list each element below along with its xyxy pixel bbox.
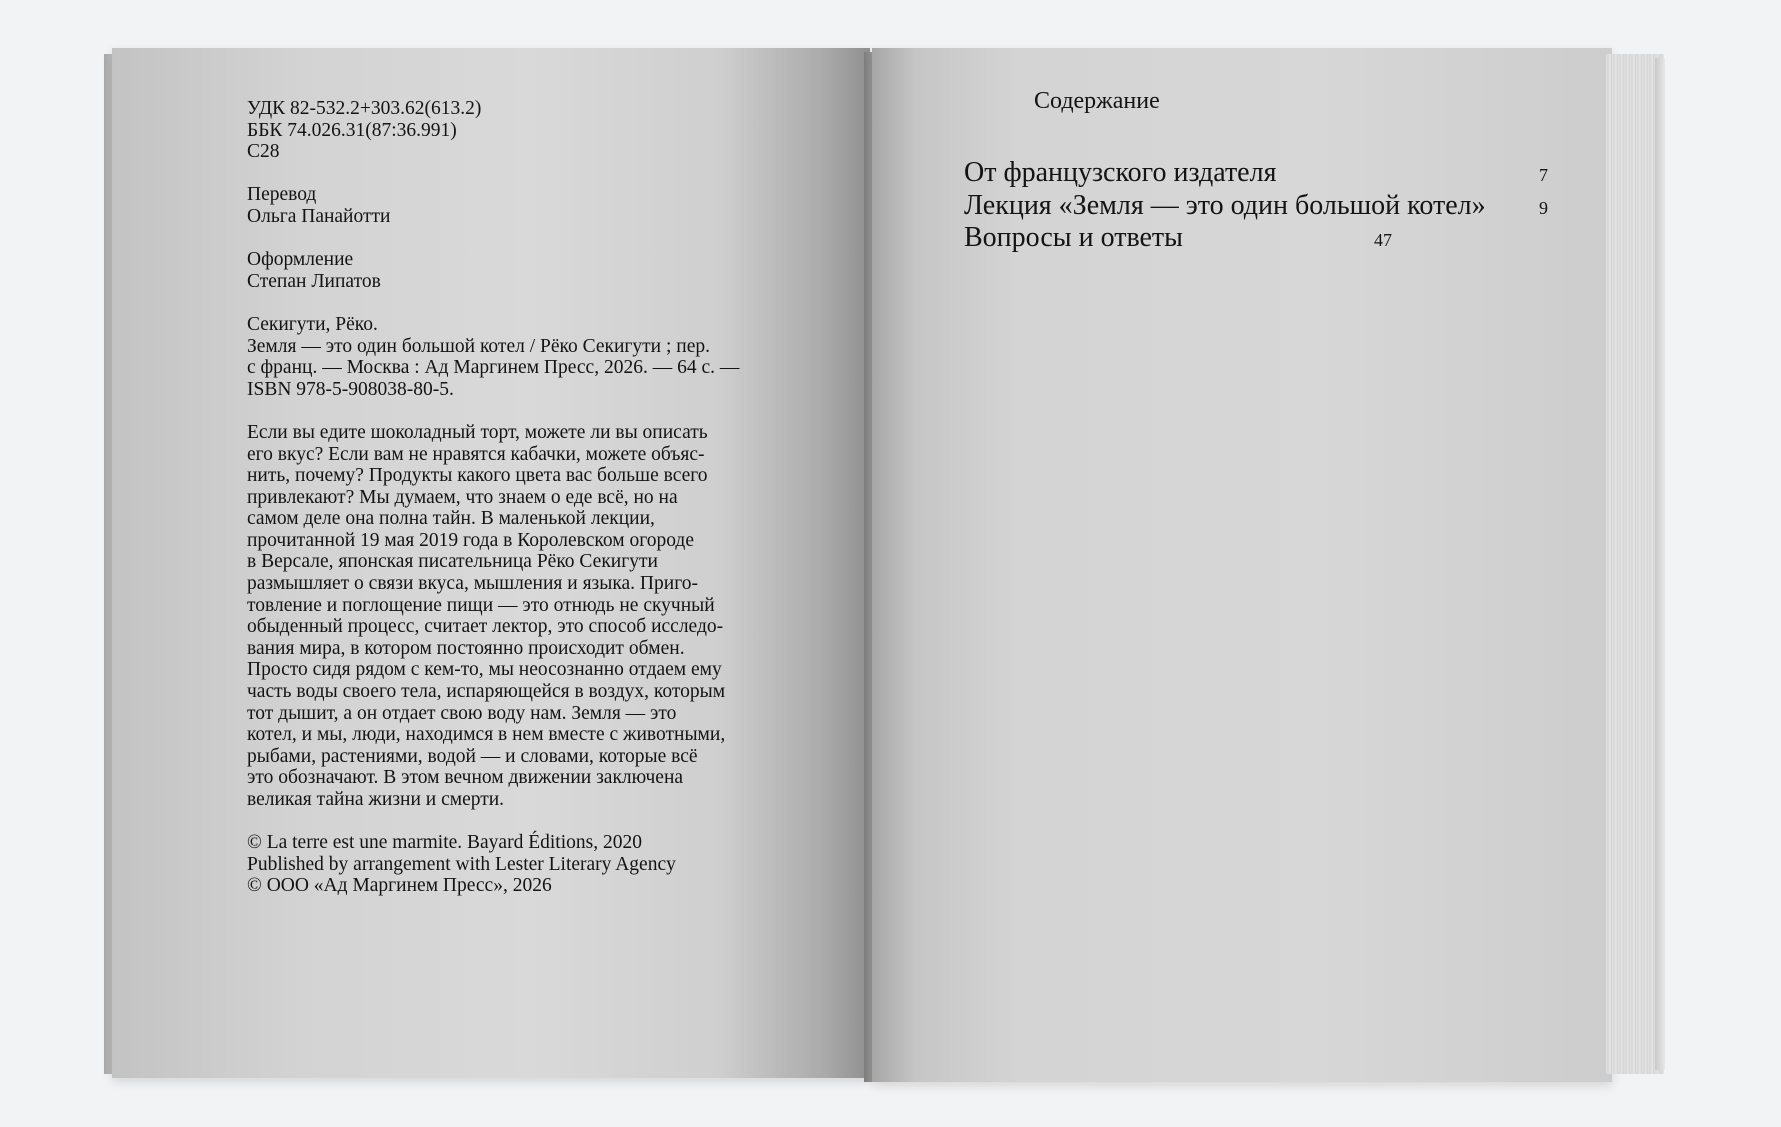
author-sign: С28 — [247, 141, 280, 163]
bib-line: ISBN 978-5-908038-80-5. — [247, 378, 454, 400]
udk-code: УДК 82-532.2+303.62(613.2) — [247, 98, 482, 119]
design-label: Оформление — [247, 249, 354, 271]
annotation-line: нить, почему? Продукты какого цвета вас больше всего — [247, 465, 708, 487]
contents-heading: Содержание — [1034, 88, 1160, 114]
annotation-line: размышляет о связи вкуса, мышления и языка. Приго- — [247, 573, 698, 595]
annotation-paragraph — [247, 422, 787, 811]
translation-credit — [247, 184, 787, 227]
toc-entry-title: Вопросы и ответы — [964, 222, 1183, 253]
toc-entry — [964, 156, 1548, 190]
annotation-line: Если вы едите шоколадный торт, можете ли вы описать — [247, 421, 708, 443]
annotation-line: в Версале, японская писательница Рёко Секигути — [247, 551, 658, 573]
annotation-line: Просто сидя рядом с кем-то, мы неосознанно отдаем ему — [247, 659, 722, 681]
annotation-line: самом деле она полна тайн. В маленькой лекции, — [247, 508, 655, 530]
imprint-page-text — [247, 98, 787, 897]
annotation-line: товление и поглощение пищи — это отнюдь не скучный — [247, 594, 715, 616]
copyright-line: © ООО «Ад Маргинем Пресс», 2026 — [247, 875, 552, 897]
toc-entry-page: 9 — [1539, 198, 1548, 218]
annotation-line: великая тайна жизни и смерти. — [247, 789, 505, 810]
toc-entry-page: 7 — [1539, 165, 1548, 185]
toc-entry-title: От французского издателя — [964, 157, 1277, 188]
copyright-block — [247, 832, 787, 897]
annotation-line: обыденный процесс, считает лектор, это способ исследо- — [247, 616, 724, 638]
design-credit — [247, 249, 787, 292]
bib-line: Секигути, Рёко. — [247, 313, 378, 335]
right-page-stack-shadow — [1655, 58, 1665, 1070]
copyright-line: © La terre est une marmite. Bayard Éditions, 2020 — [247, 832, 642, 854]
annotation-line: это обозначают. В этом вечном движении заключена — [247, 767, 684, 789]
copyright-line: Published by arrangement with Lester Literary Agency — [247, 853, 676, 875]
toc-entry-title: Лекция «Земля — это один большой котел» — [964, 190, 1486, 221]
annotation-line: вания мира, в котором постоянно происходит обмен. — [247, 637, 685, 659]
toc-entry — [964, 189, 1548, 223]
annotation-line: прочитанной 19 мая 2019 года в Королевском огороде — [247, 529, 694, 551]
bbk-code: ББК 74.026.31(87:36.991) — [247, 119, 457, 141]
annotation-line: рыбами, растениями, водой — и словами, которые всё — [247, 745, 698, 767]
classification-block — [247, 98, 787, 163]
bib-line: с франц. — Москва : Ад Маргинем Пресс, 2026. — 64 с. — — [247, 357, 740, 379]
translator-name: Ольга Панайотти — [247, 205, 391, 227]
bibliographic-record — [247, 314, 787, 400]
annotation-line: привлекают? Мы думаем, что знаем о еде всё, но на — [247, 486, 678, 508]
bib-line: Земля — это один большой котел / Рёко Секигути ; пер. — [247, 335, 711, 357]
annotation-line: тот дышит, а он отдает свою воду нам. Земля — это — [247, 702, 677, 724]
translation-label: Перевод — [247, 184, 317, 206]
annotation-line: его вкус? Если вам не нравятся кабачки, можете объяс- — [247, 443, 705, 465]
designer-name: Степан Липатов — [247, 270, 381, 292]
toc-entry — [964, 221, 1392, 255]
annotation-line: часть воды своего тела, испаряющейся в воздух, которым — [247, 681, 726, 703]
annotation-line: котел, и мы, люди, находимся в нем вместе с животными, — [247, 724, 726, 746]
toc-entry-page: 47 — [1374, 230, 1392, 250]
